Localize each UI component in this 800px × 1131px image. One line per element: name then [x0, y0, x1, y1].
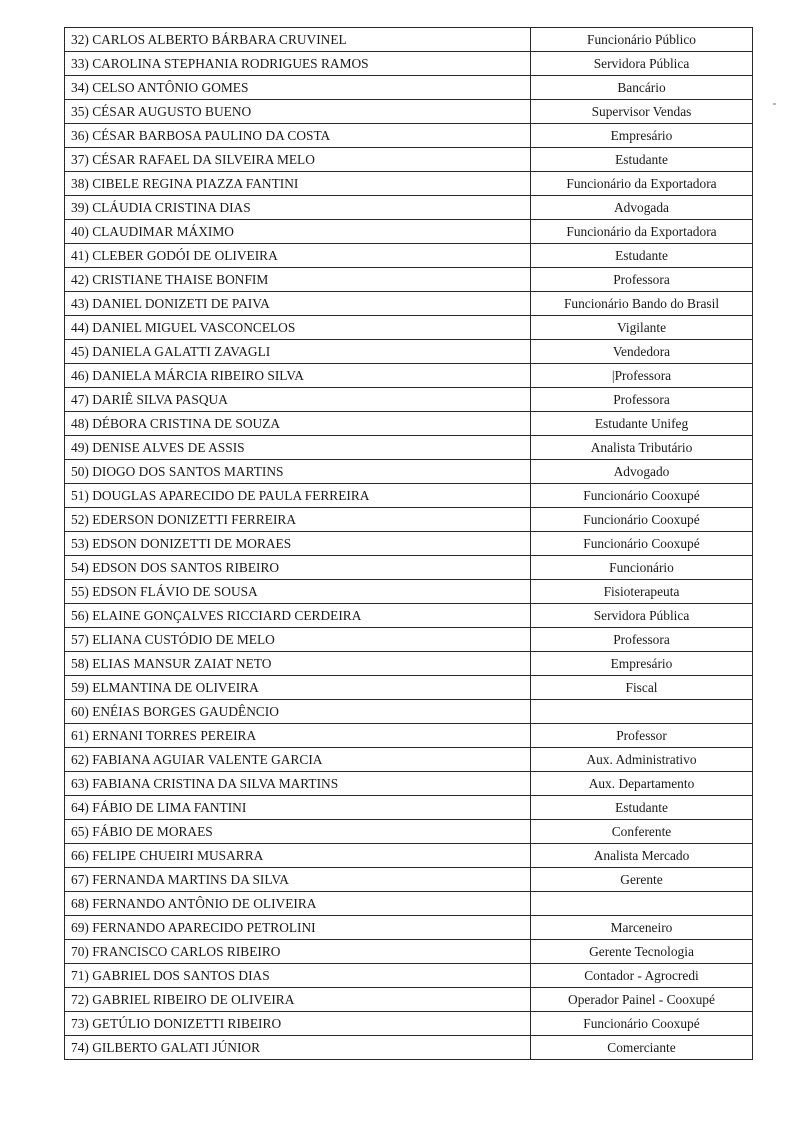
member-name-cell: 60) ENÉIAS BORGES GAUDÊNCIO	[65, 700, 531, 724]
occupation-cell: Marceneiro	[531, 916, 753, 940]
member-name-cell: 43) DANIEL DONIZETI DE PAIVA	[65, 292, 531, 316]
table-row	[65, 388, 753, 412]
occupation-cell: Servidora Pública	[531, 604, 753, 628]
table-row	[65, 676, 753, 700]
occupation-cell: Funcionário Público	[531, 28, 753, 52]
occupation-cell: Estudante Unifeg	[531, 412, 753, 436]
table-row	[65, 100, 753, 124]
member-name-cell: 52) EDERSON DONIZETTI FERREIRA	[65, 508, 531, 532]
occupation-cell: Funcionário Cooxupé	[531, 1012, 753, 1036]
occupation-cell: Estudante	[531, 796, 753, 820]
table-row	[65, 916, 753, 940]
occupation-cell	[531, 700, 753, 724]
occupation-cell: Analista Tributário	[531, 436, 753, 460]
member-name-cell: 39) CLÁUDIA CRISTINA DIAS	[65, 196, 531, 220]
occupation-cell: Contador - Agrocredi	[531, 964, 753, 988]
member-name-cell: 71) GABRIEL DOS SANTOS DIAS	[65, 964, 531, 988]
table-row	[65, 412, 753, 436]
table-row	[65, 196, 753, 220]
member-name-cell: 58) ELIAS MANSUR ZAIAT NETO	[65, 652, 531, 676]
occupation-cell: Servidora Pública	[531, 52, 753, 76]
table-row	[65, 148, 753, 172]
member-table-body	[65, 28, 753, 1060]
table-row	[65, 52, 753, 76]
member-name-cell: 56) ELAINE GONÇALVES RICCIARD CERDEIRA	[65, 604, 531, 628]
member-name-cell: 51) DOUGLAS APARECIDO DE PAULA FERREIRA	[65, 484, 531, 508]
member-name-cell: 45) DANIELA GALATTI ZAVAGLI	[65, 340, 531, 364]
occupation-cell: Operador Painel - Cooxupé	[531, 988, 753, 1012]
member-name-cell: 47) DARIÊ SILVA PASQUA	[65, 388, 531, 412]
occupation-cell: Vigilante	[531, 316, 753, 340]
occupation-cell: Funcionário Bando do Brasil	[531, 292, 753, 316]
table-row	[65, 868, 753, 892]
table-row	[65, 220, 753, 244]
table-row	[65, 28, 753, 52]
table-row	[65, 1036, 753, 1060]
occupation-cell: Bancário	[531, 76, 753, 100]
table-row	[65, 244, 753, 268]
table-row	[65, 820, 753, 844]
member-name-cell: 35) CÉSAR AUGUSTO BUENO	[65, 100, 531, 124]
member-name-cell: 69) FERNANDO APARECIDO PETROLINI	[65, 916, 531, 940]
member-name-cell: 49) DENISE ALVES DE ASSIS	[65, 436, 531, 460]
table-row	[65, 484, 753, 508]
member-table	[64, 27, 753, 1060]
member-name-cell: 70) FRANCISCO CARLOS RIBEIRO	[65, 940, 531, 964]
member-name-cell: 54) EDSON DOS SANTOS RIBEIRO	[65, 556, 531, 580]
occupation-cell: |Professora	[531, 364, 753, 388]
table-row	[65, 556, 753, 580]
occupation-cell: Estudante	[531, 148, 753, 172]
table-row	[65, 652, 753, 676]
member-name-cell: 38) CIBELE REGINA PIAZZA FANTINI	[65, 172, 531, 196]
occupation-cell: Funcionário Cooxupé	[531, 532, 753, 556]
occupation-cell: Fiscal	[531, 676, 753, 700]
occupation-cell: Professora	[531, 268, 753, 292]
occupation-cell: Professora	[531, 388, 753, 412]
member-name-cell: 55) EDSON FLÁVIO DE SOUSA	[65, 580, 531, 604]
member-name-cell: 46) DANIELA MÁRCIA RIBEIRO SILVA	[65, 364, 531, 388]
occupation-cell: Vendedora	[531, 340, 753, 364]
table-row	[65, 268, 753, 292]
member-name-cell: 61) ERNANI TORRES PEREIRA	[65, 724, 531, 748]
member-name-cell: 57) ELIANA CUSTÓDIO DE MELO	[65, 628, 531, 652]
member-name-cell: 33) CAROLINA STEPHANIA RODRIGUES RAMOS	[65, 52, 531, 76]
table-row	[65, 460, 753, 484]
table-row	[65, 940, 753, 964]
table-row	[65, 628, 753, 652]
member-name-cell: 62) FABIANA AGUIAR VALENTE GARCIA	[65, 748, 531, 772]
table-row	[65, 796, 753, 820]
member-name-cell: 53) EDSON DONIZETTI DE MORAES	[65, 532, 531, 556]
member-name-cell: 59) ELMANTINA DE OLIVEIRA	[65, 676, 531, 700]
member-name-cell: 68) FERNANDO ANTÔNIO DE OLIVEIRA	[65, 892, 531, 916]
table-row	[65, 748, 753, 772]
occupation-cell: Professora	[531, 628, 753, 652]
member-name-cell: 72) GABRIEL RIBEIRO DE OLIVEIRA	[65, 988, 531, 1012]
table-row	[65, 700, 753, 724]
table-row	[65, 724, 753, 748]
occupation-cell: Funcionário Cooxupé	[531, 484, 753, 508]
member-name-cell: 40) CLAUDIMAR MÁXIMO	[65, 220, 531, 244]
table-row	[65, 580, 753, 604]
member-name-cell: 65) FÁBIO DE MORAES	[65, 820, 531, 844]
table-row	[65, 316, 753, 340]
table-row	[65, 844, 753, 868]
table-row	[65, 124, 753, 148]
member-name-cell: 74) GILBERTO GALATI JÚNIOR	[65, 1036, 531, 1060]
occupation-cell: Funcionário Cooxupé	[531, 508, 753, 532]
occupation-cell: Funcionário	[531, 556, 753, 580]
occupation-cell: Estudante	[531, 244, 753, 268]
table-row	[65, 1012, 753, 1036]
member-name-cell: 73) GETÚLIO DONIZETTI RIBEIRO	[65, 1012, 531, 1036]
member-name-cell: 48) DÉBORA CRISTINA DE SOUZA	[65, 412, 531, 436]
member-name-cell: 34) CELSO ANTÔNIO GOMES	[65, 76, 531, 100]
occupation-cell: Aux. Departamento	[531, 772, 753, 796]
occupation-cell: Professor	[531, 724, 753, 748]
occupation-cell: Funcionário da Exportadora	[531, 220, 753, 244]
occupation-cell: Analista Mercado	[531, 844, 753, 868]
occupation-cell: Supervisor Vendas	[531, 100, 753, 124]
occupation-cell: Empresário	[531, 652, 753, 676]
table-row	[65, 436, 753, 460]
member-name-cell: 67) FERNANDA MARTINS DA SILVA	[65, 868, 531, 892]
occupation-cell: Funcionário da Exportadora	[531, 172, 753, 196]
member-name-cell: 42) CRISTIANE THAISE BONFIM	[65, 268, 531, 292]
member-name-cell: 66) FELIPE CHUEIRI MUSARRA	[65, 844, 531, 868]
table-row	[65, 172, 753, 196]
table-row	[65, 532, 753, 556]
member-name-cell: 63) FABIANA CRISTINA DA SILVA MARTINS	[65, 772, 531, 796]
occupation-cell: Gerente	[531, 868, 753, 892]
occupation-cell: Advogada	[531, 196, 753, 220]
member-name-cell: 44) DANIEL MIGUEL VASCONCELOS	[65, 316, 531, 340]
member-name-cell: 64) FÁBIO DE LIMA FANTINI	[65, 796, 531, 820]
table-row	[65, 988, 753, 1012]
member-name-cell: 50) DIOGO DOS SANTOS MARTINS	[65, 460, 531, 484]
table-row	[65, 364, 753, 388]
member-name-cell: 37) CÉSAR RAFAEL DA SILVEIRA MELO	[65, 148, 531, 172]
table-row	[65, 964, 753, 988]
occupation-cell: Empresário	[531, 124, 753, 148]
occupation-cell: Conferente	[531, 820, 753, 844]
member-name-cell: 32) CARLOS ALBERTO BÁRBARA CRUVINEL	[65, 28, 531, 52]
member-name-cell: 41) CLEBER GODÓI DE OLIVEIRA	[65, 244, 531, 268]
table-row	[65, 772, 753, 796]
table-row	[65, 292, 753, 316]
table-row	[65, 892, 753, 916]
member-name-cell: 36) CÉSAR BARBOSA PAULINO DA COSTA	[65, 124, 531, 148]
occupation-cell: Advogado	[531, 460, 753, 484]
table-row	[65, 76, 753, 100]
scan-speck	[773, 103, 776, 105]
occupation-cell	[531, 892, 753, 916]
occupation-cell: Gerente Tecnologia	[531, 940, 753, 964]
table-row	[65, 508, 753, 532]
table-row	[65, 340, 753, 364]
occupation-cell: Comerciante	[531, 1036, 753, 1060]
table-row	[65, 604, 753, 628]
occupation-cell: Fisioterapeuta	[531, 580, 753, 604]
occupation-cell: Aux. Administrativo	[531, 748, 753, 772]
